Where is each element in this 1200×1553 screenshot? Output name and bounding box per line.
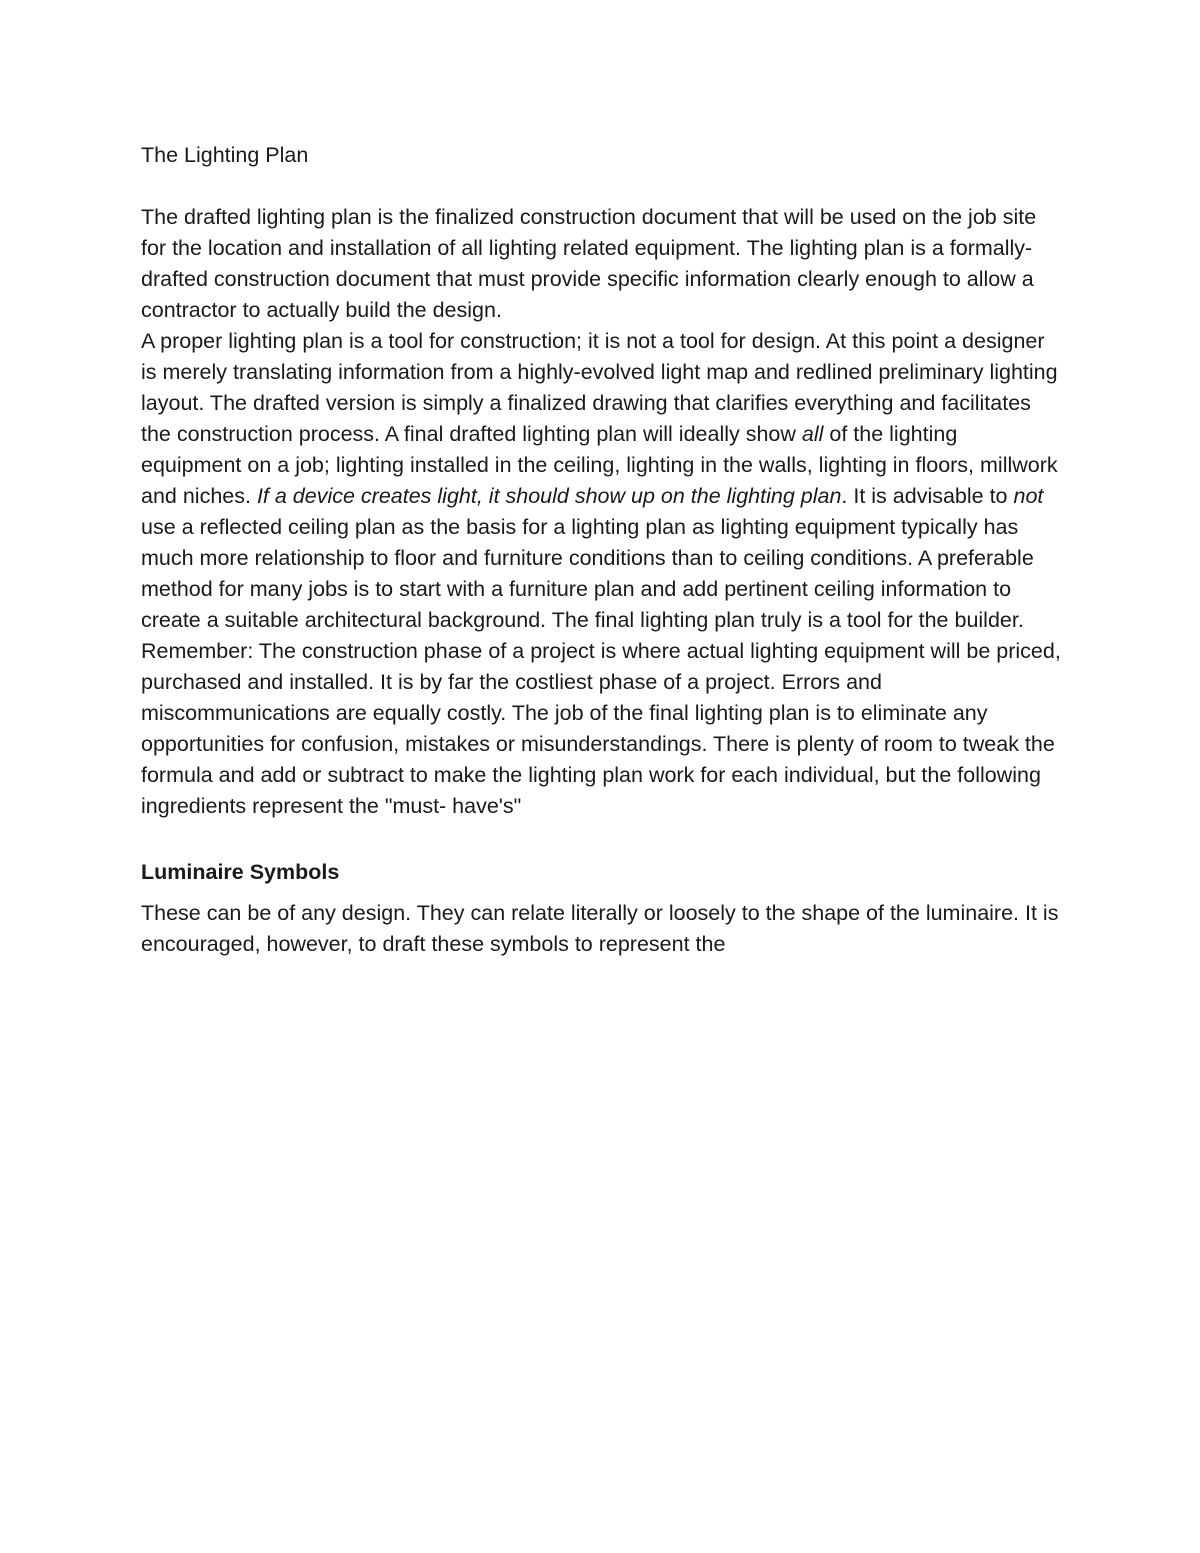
emphasis-not: not	[1013, 484, 1044, 508]
body-text-4: use a reflected ceiling plan as the basis for a lighting plan as lighting equipment typically has much more relationship to floor and furniture conditions than to ceiling conditions. A preferable method for many jobs is to start with a furniture plan and add pertinent ceiling information to create a suitable architectural background. The final lighting plan truly is a tool for the builder. Remember: The construction phase of a project is where actual lighting equipment will be priced, purchased and installed. It is by far the costliest phase of a project. Errors and miscommunications are equally costly. The job of the final lighting plan is to eliminate any opportunities for confusion, mistakes or misunderstandings. There is plenty of room to tweak the formula and add or subtract to make the lighting plan work for each individual, but the following ingredients represent the "must- have's"	[141, 515, 1061, 818]
body-text-3: . It is advisable to	[841, 484, 1014, 508]
section-heading-luminaire-symbols: Luminaire Symbols	[141, 860, 340, 884]
document-title: The Lighting Plan	[141, 143, 309, 167]
body-paragraph	[141, 326, 1061, 822]
body-text-2: of the lighting equipment on a job; lighting installed in the ceiling, lighting in the walls, lighting in floors, millwork and niches.	[141, 422, 1058, 508]
section-body-luminaire-symbols: These can be of any design. They can relate literally or loosely to the shape of the luminaire. It is encouraged, however, to draft these symbols to represent the	[141, 901, 1059, 956]
emphasis-all: all	[801, 422, 824, 446]
document-content	[141, 140, 1061, 960]
body-text-1: A proper lighting plan is a tool for construction; it is not a tool for design. At this point a designer is merely translating information from a highly-evolved light map and redlined preliminary lighting layout. The drafted version is simply a finalized drawing that clarifies everything and facilitates the construction process. A final drafted lighting plan will ideally show	[141, 329, 1058, 446]
emphasis-device-rule: If a device creates light, it should show up on the lighting plan	[256, 484, 842, 508]
intro-paragraph: The drafted lighting plan is the finalized construction document that will be used on the job site for the location and installation of all lighting related equipment. The lighting plan is a formally-drafted construction document that must provide specific information clearly enough to allow a contractor to actually build the design.	[141, 205, 1037, 322]
